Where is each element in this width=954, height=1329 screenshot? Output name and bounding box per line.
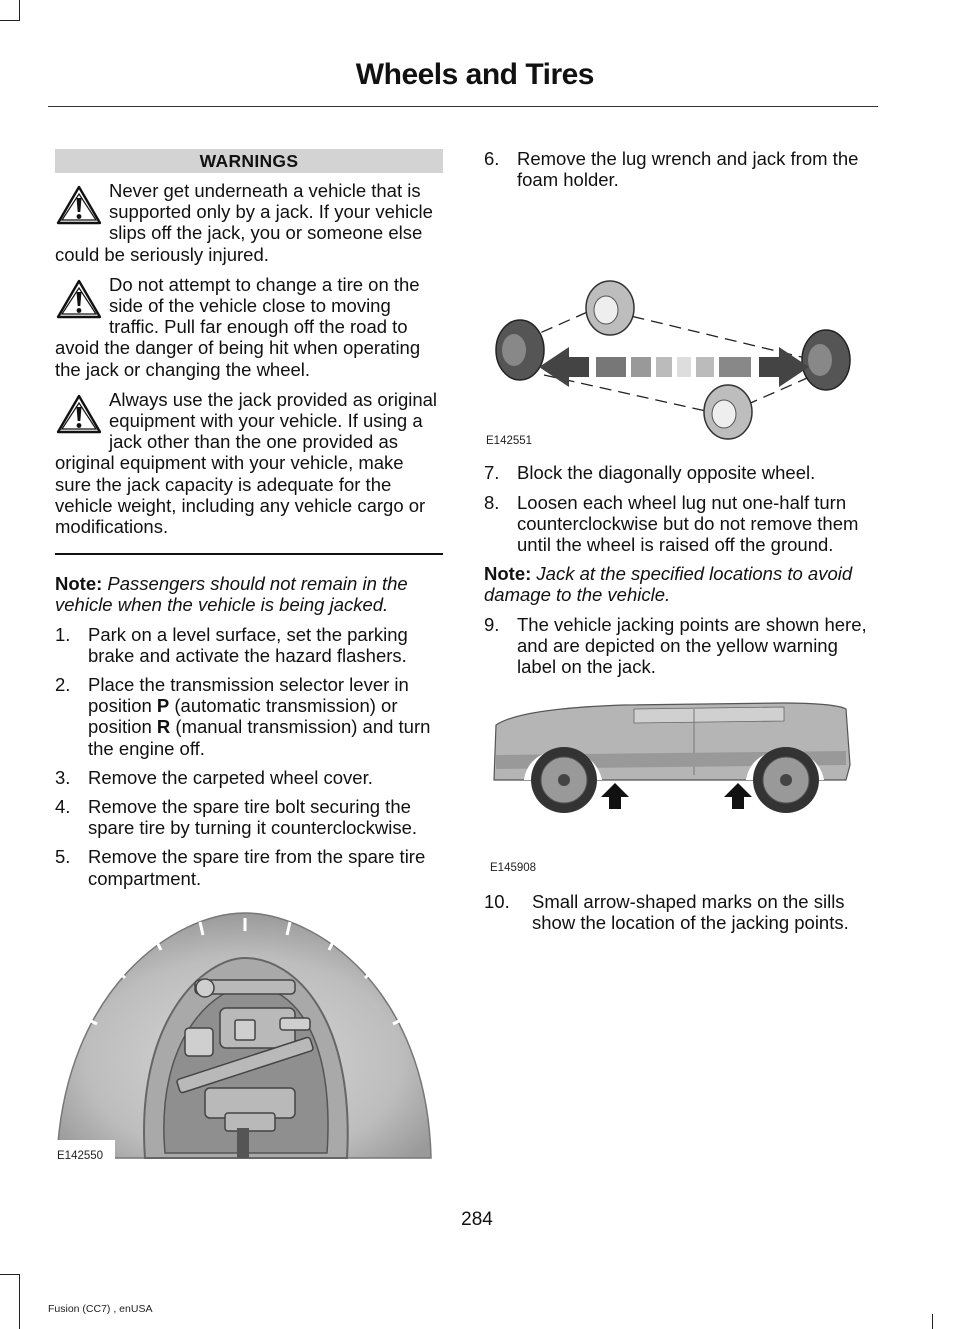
page-number: 284 bbox=[461, 1209, 493, 1230]
step-text: Loosen each wheel lug nut one-half turn counterclockwise but do not remove them until the wheel is raised off the ground. bbox=[517, 491, 859, 556]
warning-item bbox=[55, 274, 443, 380]
list-item bbox=[55, 767, 443, 788]
step-text: Remove the carpeted wheel cover. bbox=[88, 766, 373, 788]
warning-text: Never get underneath a vehicle that is supported only by a jack. If your vehicle slips off the jack, you or someone else could be seriously injured. bbox=[55, 180, 433, 265]
list-item bbox=[484, 891, 874, 933]
note bbox=[484, 563, 874, 605]
crop-mark bbox=[0, 20, 20, 21]
crop-mark bbox=[19, 1274, 20, 1329]
steps-list bbox=[484, 462, 874, 555]
step-text: Remove the spare tire bolt securing the spare tire by turning it counterclockwise. bbox=[88, 796, 418, 839]
right-column bbox=[484, 148, 874, 942]
step-text: Remove the lug wrench and jack from the foam holder. bbox=[517, 148, 859, 191]
step-text-part: Place the transmission selector lever in position bbox=[88, 674, 409, 717]
crop-mark bbox=[932, 1314, 933, 1329]
step-text: Remove the spare tire from the spare tire compartment. bbox=[88, 846, 426, 889]
list-item bbox=[55, 674, 443, 759]
vehicle-jacking-points-illustration bbox=[484, 685, 874, 875]
spare-tire-compartment-illustration bbox=[55, 908, 435, 1164]
figure-label: E145908 bbox=[490, 862, 537, 875]
steps-list bbox=[484, 148, 874, 190]
wheel-icon bbox=[531, 747, 597, 813]
gear-p: P bbox=[156, 695, 170, 717]
diagonal-wheel-blocking-illustration bbox=[484, 200, 874, 452]
note-text: Jack at the specified locations to avoid damage to the vehicle. bbox=[484, 563, 853, 606]
note-label: Note: bbox=[55, 573, 103, 595]
figure-label: E142550 bbox=[57, 1150, 104, 1162]
list-item bbox=[484, 614, 874, 678]
title-rule bbox=[48, 106, 878, 107]
list-item bbox=[484, 148, 874, 190]
figure-spare-tire bbox=[55, 908, 435, 1164]
step-text: Park on a level surface, set the parking brake and activate the hazard flashers. bbox=[88, 623, 408, 666]
crop-mark bbox=[19, 0, 20, 20]
note-text: Passengers should not remain in the vehicle when the vehicle is being jacked. bbox=[55, 573, 408, 616]
step-number: 1. bbox=[55, 623, 71, 645]
gear-r: R bbox=[156, 716, 171, 738]
step-number: 2. bbox=[55, 674, 71, 696]
wheel-icon bbox=[802, 330, 850, 390]
warning-triangle-icon bbox=[55, 278, 103, 320]
figure-label: E142551 bbox=[486, 435, 533, 448]
wheel-icon bbox=[586, 281, 634, 335]
step-text-part: (automatic transmission) or position bbox=[88, 695, 398, 738]
steps-list bbox=[484, 614, 874, 678]
step-number: 10. bbox=[484, 891, 510, 913]
step-text bbox=[88, 674, 430, 759]
warnings-rule bbox=[55, 553, 443, 555]
page-title: Wheels and Tires bbox=[355, 58, 594, 91]
wheel-icon bbox=[704, 385, 752, 439]
list-item bbox=[55, 796, 443, 838]
figure-diagonal-wheel bbox=[484, 200, 874, 452]
step-number: 5. bbox=[55, 846, 71, 868]
jacking-point-arrow-icon bbox=[601, 783, 629, 809]
step-text-part: (manual transmission) and turn the engine off. bbox=[88, 716, 431, 759]
step-number: 3. bbox=[55, 766, 71, 788]
note-label: Note: bbox=[484, 563, 532, 585]
steps-list bbox=[484, 891, 874, 933]
warning-text: Do not attempt to change a tire on the side of the vehicle close to moving traffic. Pull far enough off the road to avoid the danger of being hit when operating the jack or changing the wheel. bbox=[55, 273, 421, 380]
step-text: The vehicle jacking points are shown here, and are depicted on the yellow warning label on the jack. bbox=[517, 613, 867, 678]
list-item bbox=[484, 492, 874, 556]
double-arrow-icon bbox=[539, 347, 809, 387]
step-number: 4. bbox=[55, 796, 71, 818]
step-number: 6. bbox=[484, 148, 500, 169]
warning-triangle-icon bbox=[55, 393, 103, 435]
wheel-icon bbox=[753, 747, 819, 813]
wheel-icon bbox=[496, 320, 544, 380]
figure-jacking-points bbox=[484, 685, 874, 875]
warning-triangle-icon bbox=[55, 184, 103, 226]
left-column bbox=[55, 149, 443, 897]
step-number: 7. bbox=[484, 462, 500, 484]
step-number: 8. bbox=[484, 491, 500, 513]
crop-mark bbox=[0, 1274, 20, 1275]
footer-text: Fusion (CC7) , enUSA bbox=[48, 1303, 153, 1315]
list-item bbox=[55, 846, 443, 888]
list-item bbox=[484, 462, 874, 483]
step-number: 9. bbox=[484, 613, 500, 635]
note bbox=[55, 573, 443, 615]
warning-text: Always use the jack provided as original equipment with your vehicle. If using a jack other than the one provided as original equipment with your vehicle, make sure the jack capacity is adequate for the vehicle weight, including any vehicle cargo or modifications. bbox=[55, 388, 438, 538]
warnings-heading: WARNINGS bbox=[55, 149, 443, 173]
step-text: Block the diagonally opposite wheel. bbox=[517, 462, 816, 484]
steps-list bbox=[55, 624, 443, 889]
step-text: Small arrow-shaped marks on the sills show the location of the jacking points. bbox=[532, 891, 849, 934]
warning-item bbox=[55, 180, 443, 265]
jacking-point-arrow-icon bbox=[724, 783, 752, 809]
warning-item bbox=[55, 389, 443, 537]
list-item bbox=[55, 624, 443, 666]
